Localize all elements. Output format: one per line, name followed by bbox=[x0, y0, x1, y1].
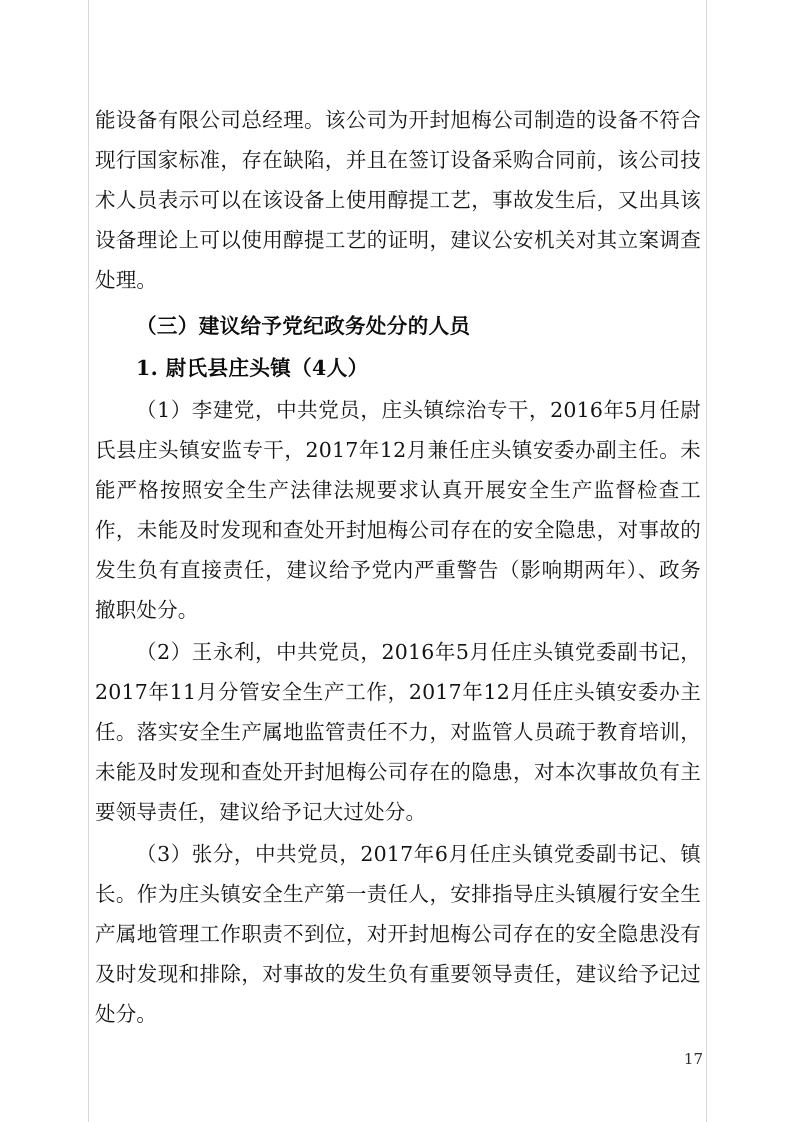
page-number: 17 bbox=[683, 1050, 703, 1068]
right-margin-rule bbox=[706, 0, 707, 1122]
paragraph-item-1: （1）李建党，中共党员，庄头镇综治专干，2016年5月任尉氏县庄头镇安监专干，2017年12月兼任庄头镇安委办副主任。未能严格按照安全生产法律法规要求认真开展安全生产监督检查工作，未能及时发现和查处开封旭梅公司存在的安全隐患，对事故的发生负有直接责任，建议给予党内严重警告（影响期两年）、政务撤职处分。 bbox=[95, 398, 701, 622]
paragraph-continuation: 能设备有限公司总经理。该公司为开封旭梅公司制造的设备不符合现行国家标准，存在缺陷，并且在签订设备采购合同前，该公司技术人员表示可以在该设备上使用醇提工艺，事故发生后，又出具该设备理论上可以使用醇提工艺的证明，建议公安机关对其立案调查处理。 bbox=[95, 108, 701, 292]
left-margin-rule bbox=[88, 0, 89, 1122]
document-body bbox=[95, 100, 701, 1036]
section-heading: （三）建议给予党纪政务处分的人员 bbox=[136, 314, 471, 338]
paragraph-item-3: （3）张分，中共党员，2017年6月任庄头镇党委副书记、镇长。作为庄头镇安全生产第一责任人，安排指导庄头镇履行安全生产属地管理工作职责不到位，对开封旭梅公司存在的安全隐患没有及时发现和排除，对事故的发生负有重要领导责任，建议给予记过处分。 bbox=[95, 842, 701, 1026]
subsection-heading: 1. 尉氏县庄头镇（4人） bbox=[136, 356, 369, 380]
paragraph-item-2: （2）王永利，中共党员，2016年5月任庄头镇党委副书记，2017年11月分管安全生产工作，2017年12月任庄头镇安委办主任。落实安全生产属地监管责任不力，对监管人员疏于教育培训，未能及时发现和查处开封旭梅公司存在的隐患，对本次事故负有主要领导责任，建议给予记大过处分。 bbox=[95, 640, 701, 824]
